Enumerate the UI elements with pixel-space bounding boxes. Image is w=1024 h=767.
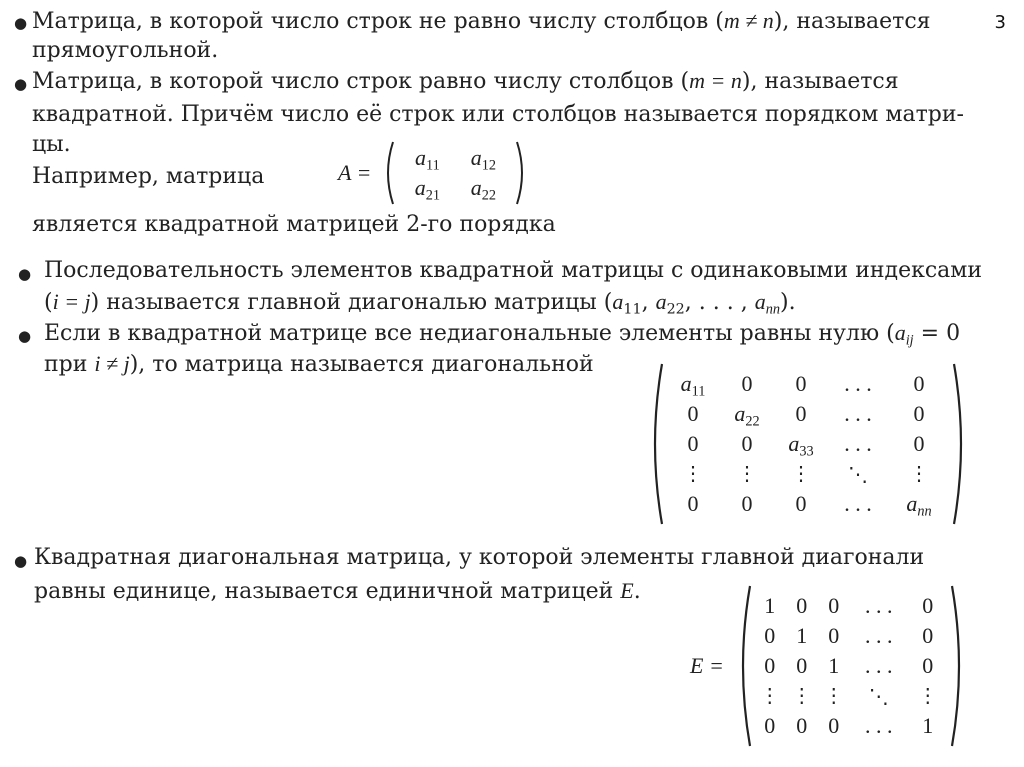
- identity-matrix-cell-5-4: . . .: [865, 713, 893, 738]
- bullet-4-line-2: при i ≠ j), то матрица называется диагональной: [44, 351, 594, 377]
- identity-matrix-cell-3-4: . . .: [865, 653, 893, 678]
- diagonal-matrix-cell-1-4: . . .: [844, 371, 872, 396]
- bullet-2-line-1: Матрица, в которой число строк равно числу столбцов (m = n), называется: [32, 68, 899, 94]
- identity-matrix-cell-1-2: 0: [796, 593, 808, 618]
- identity-matrix-cell-4-4: ⋱: [868, 685, 889, 708]
- left-paren-icon: [646, 362, 664, 526]
- bullet-2-line-3: цы.: [32, 132, 71, 157]
- identity-matrix-cell-1-1: 1: [764, 593, 776, 618]
- diagonal-matrix-cell-2-1: 0: [687, 401, 699, 426]
- bullet-4-marker: ●: [18, 327, 32, 345]
- bullet-3-line-2: (i = j) называется главной диагональю матрицы ($a_{11}$, $a_{22}$, . . . , $a_{nn}$).: [44, 289, 796, 318]
- math-m-neq-n: m ≠ n: [723, 8, 774, 33]
- bullet-5-marker: ●: [14, 552, 28, 570]
- identity-matrix-cell-5-2: 0: [796, 713, 808, 738]
- identity-matrix-cell-2-3: 0: [828, 623, 840, 648]
- matrix-a-cell-12: $a_{12}$: [470, 145, 497, 174]
- identity-matrix-cell-4-2: ⋮: [791, 684, 812, 707]
- identity-matrix-cell-3-1: 0: [764, 653, 776, 678]
- diagonal-matrix-cell-2-5: 0: [913, 401, 925, 426]
- diagonal-matrix-cell-4-5: ⋮: [909, 462, 929, 485]
- diagonal-matrix-cell-3-4: . . .: [844, 431, 872, 456]
- identity-matrix-cell-1-3: 0: [828, 593, 840, 618]
- diagonal-matrix-cell-5-2: 0: [741, 491, 753, 516]
- page-number: 3: [994, 12, 1006, 33]
- bullet-4-line-1: Если в квадратной матрице все недиагональные элементы равны нулю ($a_{ij} = 0$: [44, 320, 961, 349]
- identity-matrix-cell-4-5: ⋮: [917, 684, 938, 707]
- diagonal-matrix-cell-5-5: $a_{nn}$: [906, 491, 932, 520]
- bullet-2-line-2: квадратной. Причём число её строк или столбцов называется порядком матри-: [32, 102, 964, 127]
- diagonal-matrix-cell-4-2: ⋮: [737, 462, 757, 485]
- matrix-a-cells: [395, 145, 515, 204]
- right-paren-icon: [950, 584, 968, 748]
- identity-matrix-cell-2-4: . . .: [865, 623, 893, 648]
- diagonal-matrix-cell-2-4: . . .: [844, 401, 872, 426]
- identity-matrix-cell-5-3: 0: [828, 713, 840, 738]
- identity-matrix-cell-5-1: 0: [764, 713, 776, 738]
- identity-matrix-cell-4-3: ⋮: [823, 684, 844, 707]
- math-m-eq-n: m = n: [689, 68, 742, 93]
- diagonal-matrix-cell-3-5: 0: [913, 431, 925, 456]
- identity-matrix-cell-1-4: . . .: [865, 593, 893, 618]
- right-paren-icon: [515, 140, 529, 206]
- diagonal-matrix-cells: [664, 369, 952, 519]
- diagonal-matrix-cell-1-2: 0: [741, 371, 753, 396]
- matrix-a-cell-11: $a_{11}$: [415, 145, 440, 174]
- diagonal-matrix-cell-1-3: 0: [795, 371, 807, 396]
- bullet-5-line-2: равны единице, называется единичной матрицей E.: [34, 578, 641, 604]
- bullet-1-line-2: прямоугольной.: [32, 38, 219, 63]
- diagonal-matrix-cell-3-1: 0: [687, 431, 699, 456]
- identity-matrix-lhs: E =: [690, 653, 724, 678]
- diagonal-matrix-cell-2-3: 0: [795, 401, 807, 426]
- diagonal-matrix-cell-5-3: 0: [795, 491, 807, 516]
- example-label: Например, матрица: [32, 164, 265, 189]
- identity-matrix-cell-3-2: 0: [796, 653, 808, 678]
- diagonal-matrix-cell-1-1: $a_{11}$: [680, 371, 706, 400]
- diagonal-matrix-cell-5-1: 0: [687, 491, 699, 516]
- diagonal-matrix-cell-4-3: ⋮: [791, 462, 811, 485]
- identity-matrix-cell-2-1: 0: [764, 623, 776, 648]
- matrix-a-lhs: A =: [338, 160, 372, 185]
- diagonal-matrix-cell-4-4: ⋱: [848, 463, 868, 486]
- left-paren-icon: [381, 140, 395, 206]
- bullet-5-line-1: Квадратная диагональная матрица, у которой элементы главной диагонали: [34, 545, 925, 570]
- diagonal-matrix-cell-2-2: $a_{22}$: [734, 401, 760, 430]
- matrix-a-cell-21: $a_{21}$: [414, 175, 441, 204]
- identity-matrix-cell-3-3: 1: [828, 653, 840, 678]
- identity-matrix-cells: [752, 591, 950, 741]
- identity-matrix-cell-4-1: ⋮: [759, 684, 780, 707]
- matrix-a: [338, 140, 529, 206]
- bullet-2-marker: ●: [14, 75, 28, 93]
- identity-matrix-cell-2-5: 0: [922, 623, 934, 648]
- left-paren-icon: [734, 584, 752, 748]
- diagonal-matrix-cell-5-4: . . .: [844, 491, 872, 516]
- bullet-3-marker: ●: [18, 265, 32, 283]
- diagonal-matrix-cell-4-1: ⋮: [683, 462, 703, 485]
- bullet-2-after: является квадратной матрицей 2-го порядка: [32, 212, 556, 237]
- diagonal-matrix: [646, 362, 970, 526]
- right-paren-icon: [952, 362, 970, 526]
- diagonal-matrix-cell-3-2: 0: [741, 431, 753, 456]
- identity-matrix-cell-2-2: 1: [796, 623, 808, 648]
- identity-matrix: [690, 584, 968, 748]
- identity-matrix-cell-5-5: 1: [922, 713, 934, 738]
- bullet-1-marker: ●: [14, 14, 28, 32]
- diagonal-matrix-cell-1-5: 0: [913, 371, 925, 396]
- matrix-a-cell-22: $a_{22}$: [470, 175, 497, 204]
- bullet-3-line-1: Последовательность элементов квадратной матрицы с одинаковыми индексами: [44, 258, 983, 283]
- bullet-1-line-1: Матрица, в которой число строк не равно числу столбцов (m ≠ n), называется: [32, 8, 931, 34]
- diagonal-matrix-cell-3-3: $a_{33}$: [788, 431, 814, 460]
- identity-matrix-cell-1-5: 0: [922, 593, 934, 618]
- identity-matrix-cell-3-5: 0: [922, 653, 934, 678]
